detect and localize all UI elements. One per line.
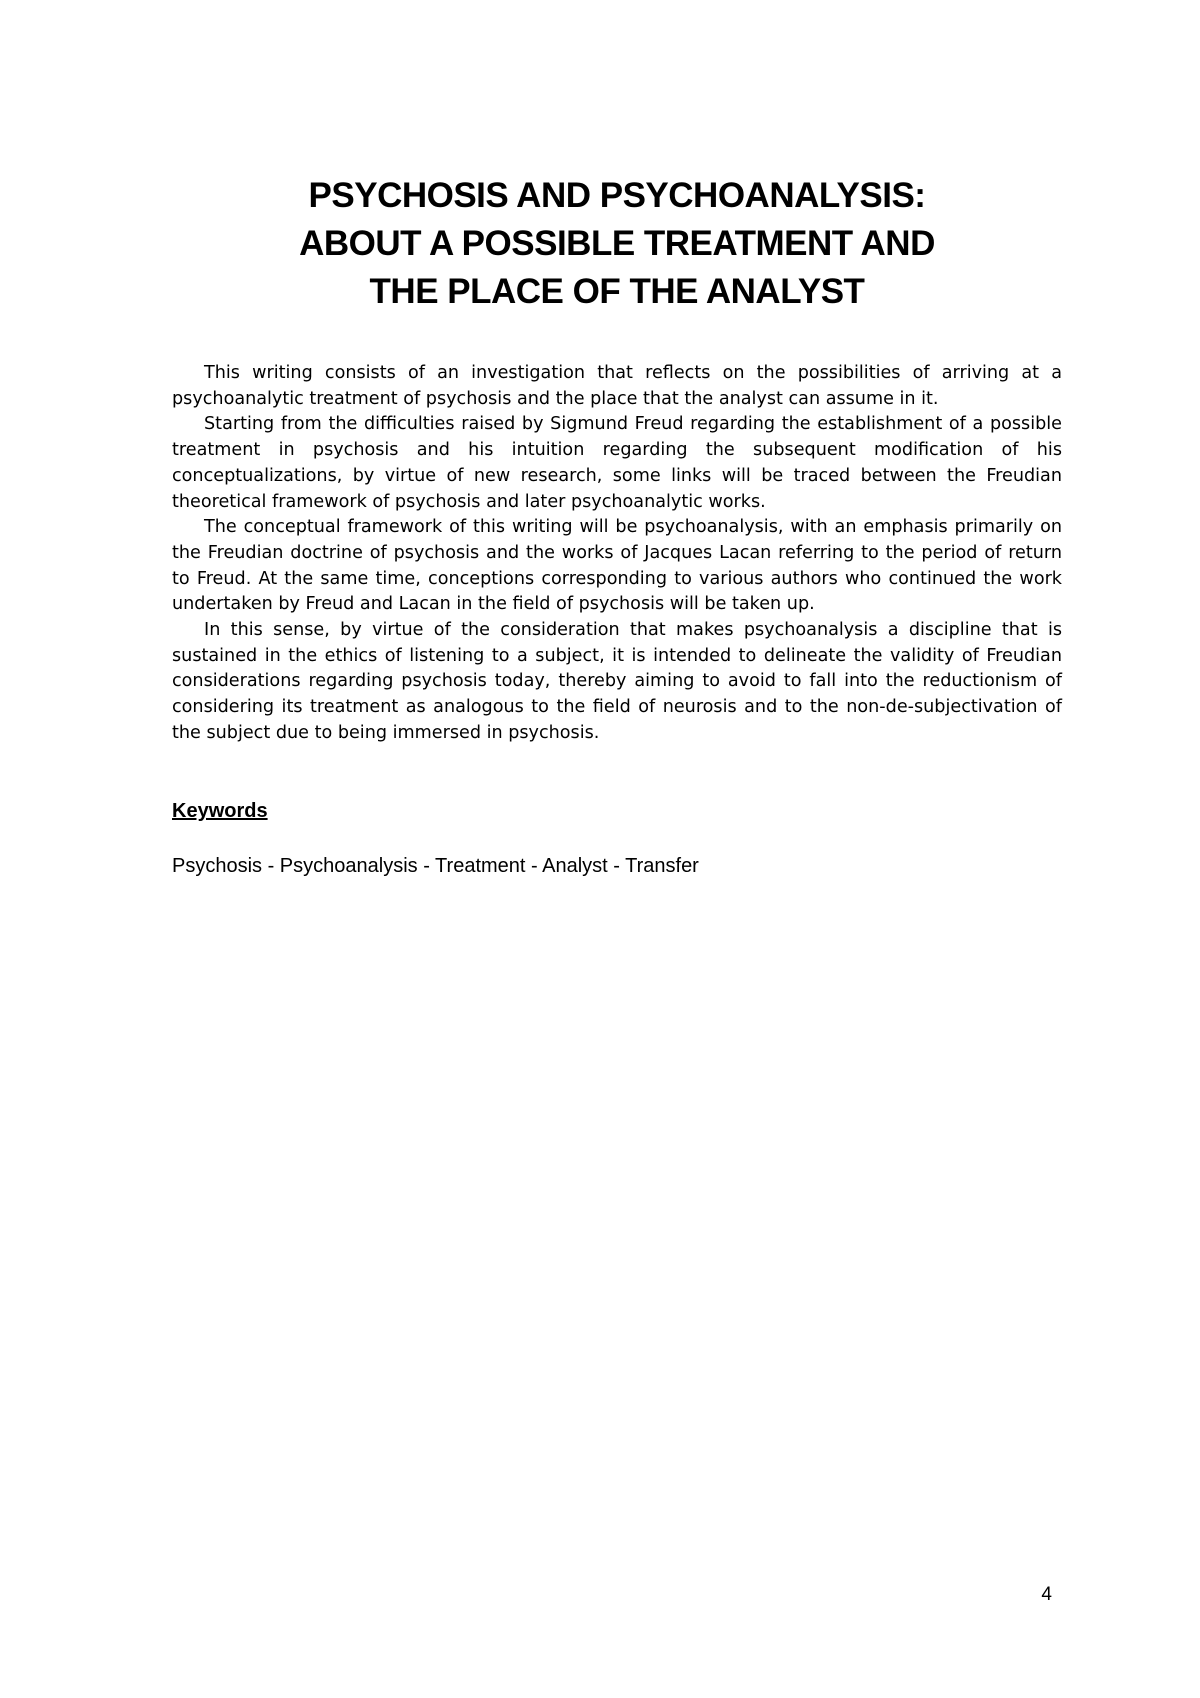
keywords-list: Psychosis - Psychoanalysis - Treatment - Analyst - Transfer: [172, 855, 699, 877]
keywords-heading: Keywords: [172, 800, 268, 822]
page-number: 4: [1041, 1584, 1052, 1605]
title-line: ABOUT A POSSIBLE TREATMENT AND: [299, 224, 935, 263]
title-line: PSYCHOSIS AND PSYCHOANALYSIS:: [308, 176, 926, 215]
abstract-paragraph: Starting from the difficulties raised by Sigmund Freud regarding the establishment of a possible treatment in psychosis and his intuition regarding the subsequent modification of his conceptualizations, by virtue of new research, some links will be traced between the Freudian theoretical framework of psychosis and later psychoanalytic works.: [172, 414, 1062, 512]
abstract-paragraph: This writing consists of an investigation that reflects on the possibilities of arriving at a psychoanalytic treatment of psychosis and the place that the analyst can assume in it.: [172, 363, 1062, 409]
abstract-body: [172, 361, 1062, 747]
abstract-paragraph: In this sense, by virtue of the consideration that makes psychoanalysis a discipline that is sustained in the ethics of listening to a subject, it is intended to delineate the validity of Freudian considerations regarding psychosis today, thereby aiming to avoid to fall into the reductionism of considering its treatment as analogous to the field of neurosis and to the non-de-subjectivation of the subject due to being immersed in psychosis.: [172, 620, 1062, 743]
title-line: THE PLACE OF THE ANALYST: [369, 272, 865, 311]
document-title: [172, 172, 1062, 316]
abstract-paragraph: The conceptual framework of this writing will be psychoanalysis, with an emphasis primarily on the Freudian doctrine of psychosis and the works of Jacques Lacan referring to the period of return to Freud. At the same time, conceptions corresponding to various authors who continued the work undertaken by Freud and Lacan in the field of psychosis will be taken up.: [172, 517, 1062, 615]
